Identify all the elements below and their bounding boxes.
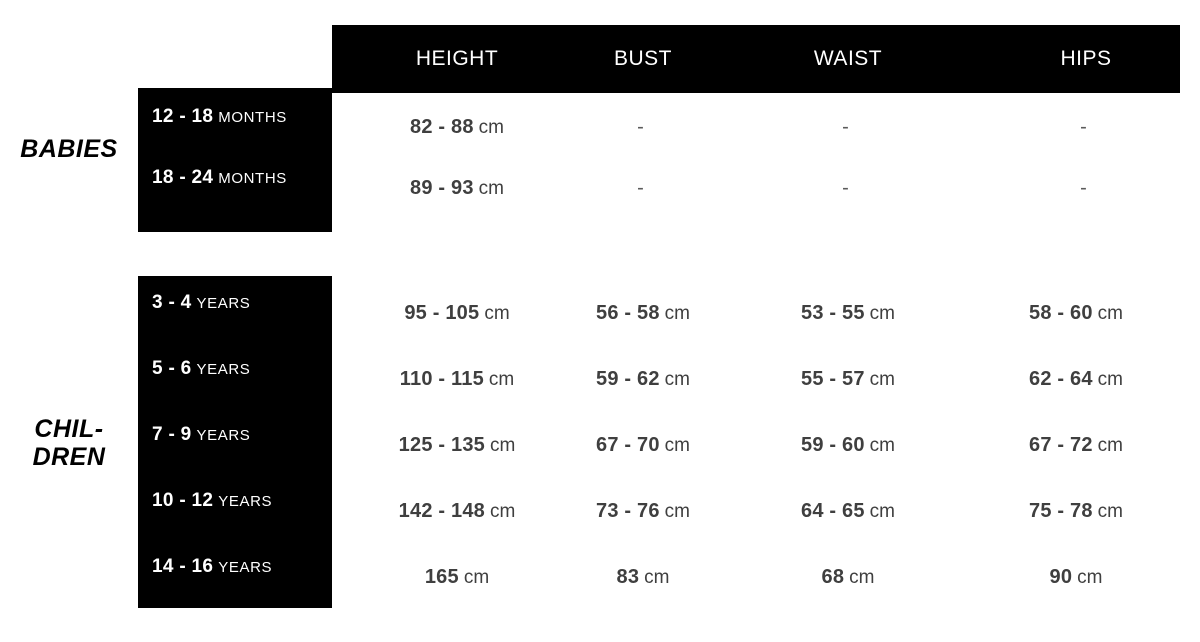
cell-height-5-6-years [332,368,582,391]
cell-value: 62 - 64 [1029,368,1093,390]
cell-unit: cm [1097,435,1123,456]
cell-hips-3-4-years [972,302,1180,325]
cell-height-3-4-years [332,302,582,325]
cell-value: 53 - 55 [801,302,865,324]
cell-unit: cm [489,501,516,522]
cell-value: 83 [616,566,640,588]
column-header-waist: WAIST [813,47,883,70]
cell-waist-18-24-months [704,177,992,200]
cell-value: - [637,116,644,138]
cell-unit: cm [664,369,690,390]
cell-hips-18-24-months [992,177,1180,200]
age-number: 7 - 9 [152,424,192,445]
age-unit: YEARS [196,427,251,444]
cell-value: 75 - 78 [1029,500,1093,522]
cell-value: 165 [424,566,459,588]
table-row-age-3-4-years [152,292,332,314]
age-unit: MONTHS [218,170,287,187]
age-unit: YEARS [218,559,273,576]
cell-hips-5-6-years [972,368,1180,391]
cell-waist-12-18-months [704,116,992,139]
cell-waist-14-16-years [704,566,992,589]
cell-bust-12-18-months [582,116,704,139]
cell-value: 125 - 135 [398,434,485,456]
table-row-age-5-6-years [152,358,332,380]
cell-value: 67 - 72 [1029,434,1093,456]
age-number: 18 - 24 [152,167,214,188]
cell-waist-3-4-years [704,302,992,325]
group-label-children [0,415,138,471]
age-number: 14 - 16 [152,556,214,577]
cell-value: - [842,116,849,138]
cell-value: 90 [1049,566,1073,588]
column-header-hips: HIPS [1060,47,1112,70]
table-header-bar [332,25,1180,93]
table-row-age-7-9-years [152,424,332,446]
age-number: 10 - 12 [152,490,214,511]
cell-height-18-24-months [332,177,582,200]
cell-value: 64 - 65 [801,500,865,522]
cell-unit: cm [664,501,690,522]
cell-waist-10-12-years [704,500,992,523]
cell-value: 67 - 70 [596,434,660,456]
cell-value: - [842,177,849,199]
cell-value: 56 - 58 [596,302,660,324]
cell-unit: cm [1097,501,1123,522]
cell-unit: cm [849,567,875,588]
cell-unit: cm [1097,369,1123,390]
table-row-age-14-16-years [152,556,332,578]
column-header-bust: BUST [613,47,672,70]
cell-value: - [1080,177,1087,199]
cell-value: 142 - 148 [398,500,485,522]
cell-unit: cm [664,303,690,324]
cell-unit: cm [489,435,516,456]
column-header-height: HEIGHT [415,47,499,70]
age-unit: YEARS [196,361,251,378]
age-number: 12 - 18 [152,106,214,127]
cell-unit: cm [869,369,895,390]
cell-value: 110 - 115 [399,368,484,390]
cell-unit: cm [488,369,515,390]
table-row-age-10-12-years [152,490,332,512]
cell-value: 58 - 60 [1029,302,1093,324]
cell-value: 82 - 88 [410,116,474,138]
group-label-children-line1: CHIL- [34,415,104,443]
cell-value: 59 - 60 [801,434,865,456]
table-row-age-12-18-months [152,106,332,128]
cell-height-14-16-years [332,566,582,589]
cell-value: 68 [821,566,845,588]
cell-unit: cm [1097,303,1123,324]
cell-value: 55 - 57 [801,368,865,390]
cell-unit: cm [869,501,895,522]
cell-unit: cm [484,303,510,324]
age-unit: YEARS [218,493,273,510]
cell-hips-12-18-months [992,116,1180,139]
cell-unit: cm [869,303,895,324]
cell-hips-14-16-years [972,566,1180,589]
cell-height-7-9-years [332,434,582,457]
cell-bust-18-24-months [582,177,704,200]
cell-bust-3-4-years [562,302,724,325]
group-label-babies: BABIES [20,135,118,163]
cell-height-12-18-months [332,116,582,139]
age-unit: YEARS [196,295,251,312]
age-number: 5 - 6 [152,358,192,379]
cell-value: - [637,177,644,199]
cell-value: 59 - 62 [596,368,660,390]
table-row-age-18-24-months [152,167,332,189]
cell-bust-7-9-years [562,434,724,457]
cell-value: - [1080,116,1087,138]
cell-value: 95 - 105 [404,302,480,324]
cell-hips-10-12-years [972,500,1180,523]
cell-value: 89 - 93 [410,177,474,199]
cell-waist-7-9-years [704,434,992,457]
cell-unit: cm [644,567,670,588]
cell-unit: cm [664,435,690,456]
cell-bust-10-12-years [562,500,724,523]
age-unit: MONTHS [218,109,287,126]
age-number: 3 - 4 [152,292,192,313]
cell-hips-7-9-years [972,434,1180,457]
cell-height-10-12-years [332,500,582,523]
cell-waist-5-6-years [704,368,992,391]
cell-unit: cm [869,435,895,456]
cell-unit: cm [1077,567,1103,588]
cell-value: 73 - 76 [596,500,660,522]
cell-bust-14-16-years [562,566,724,589]
group-label-children-line2: DREN [32,443,106,471]
cell-unit: cm [463,567,490,588]
cell-bust-5-6-years [562,368,724,391]
cell-unit: cm [478,117,504,138]
cell-unit: cm [478,178,504,199]
